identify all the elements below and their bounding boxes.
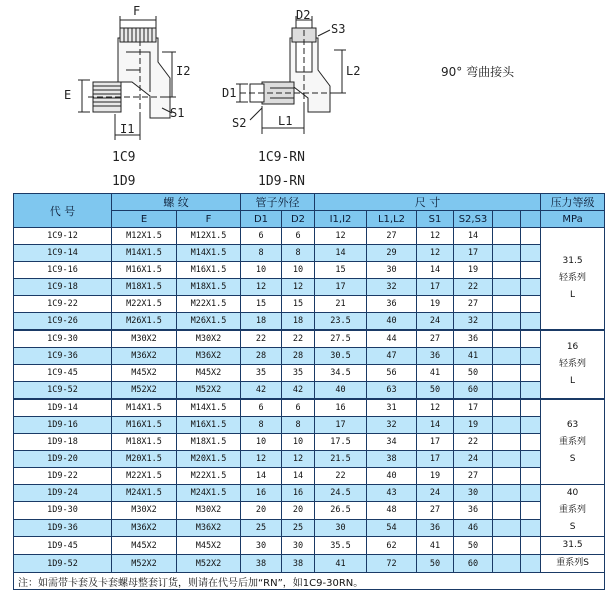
row-cell: 22	[454, 279, 493, 296]
header-D1: D1	[241, 211, 282, 228]
row-cell: M14X1.5	[177, 399, 241, 417]
row-cell: M16X1.5	[177, 417, 241, 434]
table-row	[14, 279, 605, 296]
row-blank-cell	[493, 330, 521, 348]
row-code: 1D9-45	[14, 537, 112, 555]
table-row	[14, 451, 605, 468]
row-cell: 30.5	[315, 348, 367, 365]
table-row	[14, 399, 605, 417]
row-cell: 30	[282, 537, 315, 555]
row-cell: 15	[315, 262, 367, 279]
row-blank-cell	[521, 262, 541, 279]
row-cell: 21.5	[315, 451, 367, 468]
pressure-line: 重系列S	[556, 558, 589, 568]
row-cell: 17	[417, 434, 454, 451]
row-cell: 30	[241, 537, 282, 555]
row-cell: 36	[417, 519, 454, 536]
row-blank-cell	[521, 330, 541, 348]
row-cell: M45X2	[112, 537, 177, 555]
row-code: 1D9-14	[14, 399, 112, 417]
pressure-line: L	[570, 376, 576, 386]
row-code: 1C9-26	[14, 313, 112, 331]
row-cell: M52X2	[177, 555, 241, 573]
row-cell: 34.5	[315, 365, 367, 382]
row-cell: 38	[282, 555, 315, 573]
header-blank-1	[493, 211, 521, 228]
table-row	[14, 417, 605, 434]
row-cell: 27	[417, 330, 454, 348]
pressure-line: 重系列	[559, 436, 587, 447]
code-1C9-RN: 1C9-RN	[258, 150, 305, 165]
row-cell: 22	[315, 468, 367, 485]
row-cell: 40	[367, 468, 417, 485]
pressure-line: 40	[566, 488, 579, 498]
row-cell: 17	[315, 279, 367, 296]
row-cell: M12X1.5	[112, 228, 177, 245]
row-blank-cell	[493, 313, 521, 331]
pressure-cell	[541, 555, 605, 573]
row-code: 1D9-36	[14, 519, 112, 536]
row-cell: 23.5	[315, 313, 367, 331]
row-cell: 25	[241, 519, 282, 536]
pressure-line: L	[570, 290, 576, 300]
row-blank-cell	[521, 555, 541, 573]
fitting-diagram-svg	[0, 0, 611, 192]
row-blank-cell	[493, 417, 521, 434]
row-cell: 32	[454, 313, 493, 331]
row-cell: 36	[454, 330, 493, 348]
table-row	[14, 434, 605, 451]
row-cell: M36X2	[112, 348, 177, 365]
header-S1: S1	[417, 211, 454, 228]
row-blank-cell	[493, 365, 521, 382]
row-code: 1C9-22	[14, 296, 112, 313]
row-cell: 40	[367, 313, 417, 331]
row-blank-cell	[521, 228, 541, 245]
table-row	[14, 365, 605, 382]
row-cell: 12	[282, 451, 315, 468]
row-cell: 10	[282, 262, 315, 279]
pressure-line: 31.5	[562, 256, 583, 266]
pressure-line: 轻系列	[559, 359, 587, 369]
row-cell: M20X1.5	[177, 451, 241, 468]
row-cell: M52X2	[112, 382, 177, 400]
table-row	[14, 468, 605, 485]
row-cell: 22	[454, 434, 493, 451]
row-code: 1C9-36	[14, 348, 112, 365]
row-cell: 34	[367, 434, 417, 451]
row-code: 1C9-45	[14, 365, 112, 382]
row-code: 1C9-12	[14, 228, 112, 245]
row-blank-cell	[521, 468, 541, 485]
row-cell: 47	[367, 348, 417, 365]
row-cell: 6	[282, 228, 315, 245]
row-cell: 16	[282, 485, 315, 502]
row-cell: 35.5	[315, 537, 367, 555]
row-cell: M16X1.5	[177, 262, 241, 279]
row-cell: 27	[367, 228, 417, 245]
row-cell: 24.5	[315, 485, 367, 502]
pressure-cell	[541, 399, 605, 485]
row-cell: 8	[282, 245, 315, 262]
row-code: 1C9-52	[14, 382, 112, 400]
pressure-line: 轻系列	[559, 273, 587, 283]
row-cell: 22	[241, 330, 282, 348]
row-blank-cell	[493, 348, 521, 365]
table-row	[14, 228, 605, 245]
row-cell: 41	[417, 365, 454, 382]
row-blank-cell	[493, 451, 521, 468]
row-cell: 14	[417, 417, 454, 434]
pressure-cell	[541, 485, 605, 537]
row-cell: 28	[241, 348, 282, 365]
row-cell: 25	[282, 519, 315, 536]
row-code: 1D9-22	[14, 468, 112, 485]
row-cell: 19	[454, 262, 493, 279]
row-cell: 6	[241, 399, 282, 417]
row-cell: 30	[454, 485, 493, 502]
row-cell: 17	[417, 279, 454, 296]
row-cell: 17	[454, 399, 493, 417]
row-cell: M30X2	[177, 502, 241, 519]
row-code: 1D9-18	[14, 434, 112, 451]
row-blank-cell	[521, 365, 541, 382]
row-cell: 17.5	[315, 434, 367, 451]
row-blank-cell	[521, 434, 541, 451]
row-cell: 16	[241, 485, 282, 502]
row-blank-cell	[493, 262, 521, 279]
table-row	[14, 502, 605, 519]
row-cell: 18	[282, 313, 315, 331]
row-blank-cell	[493, 279, 521, 296]
row-cell: 18	[241, 313, 282, 331]
row-cell: 50	[454, 537, 493, 555]
row-blank-cell	[521, 296, 541, 313]
pressure-cell	[541, 537, 605, 555]
row-cell: 22	[282, 330, 315, 348]
row-cell: 19	[417, 468, 454, 485]
row-cell: 43	[367, 485, 417, 502]
row-cell: 27	[454, 296, 493, 313]
table-row	[14, 537, 605, 555]
row-cell: 8	[241, 245, 282, 262]
table-row	[14, 555, 605, 573]
order-note: 注：如需带卡套及卡套螺母整套订货，则请在代号后加“RN”，如1C9-30RN。	[14, 573, 605, 590]
label-L2: L2	[346, 64, 361, 78]
row-cell: M30X2	[112, 330, 177, 348]
row-blank-cell	[521, 382, 541, 400]
row-cell: 14	[454, 228, 493, 245]
row-cell: 21	[315, 296, 367, 313]
row-blank-cell	[493, 537, 521, 555]
row-blank-cell	[493, 434, 521, 451]
label-E: E	[64, 88, 72, 102]
pressure-cell	[541, 330, 605, 399]
row-blank-cell	[521, 502, 541, 519]
row-cell: 17	[454, 245, 493, 262]
row-cell: 54	[367, 519, 417, 536]
row-cell: 35	[241, 365, 282, 382]
row-cell: 14	[282, 468, 315, 485]
row-cell: 46	[454, 519, 493, 536]
row-cell: 29	[367, 245, 417, 262]
pressure-line: 63	[566, 419, 579, 430]
row-cell: 15	[282, 296, 315, 313]
row-cell: 38	[241, 555, 282, 573]
row-cell: 12	[241, 451, 282, 468]
row-cell: 6	[282, 399, 315, 417]
table-row	[14, 313, 605, 331]
row-cell: 42	[241, 382, 282, 400]
row-cell: 44	[367, 330, 417, 348]
row-code: 1C9-16	[14, 262, 112, 279]
row-cell: 32	[367, 279, 417, 296]
row-code: 1D9-20	[14, 451, 112, 468]
row-blank-cell	[493, 555, 521, 573]
pressure-line: 16	[566, 342, 579, 352]
row-cell: M20X1.5	[112, 451, 177, 468]
row-cell: 6	[241, 228, 282, 245]
header-D2: D2	[282, 211, 315, 228]
table-row	[14, 245, 605, 262]
row-cell: 24	[454, 451, 493, 468]
table-row	[14, 519, 605, 536]
row-cell: M52X2	[177, 382, 241, 400]
row-cell: M52X2	[112, 555, 177, 573]
row-cell: M30X2	[177, 330, 241, 348]
row-blank-cell	[493, 468, 521, 485]
row-blank-cell	[493, 502, 521, 519]
table-row	[14, 296, 605, 313]
row-blank-cell	[521, 313, 541, 331]
row-cell: 50	[417, 555, 454, 573]
row-blank-cell	[493, 399, 521, 417]
row-cell: 20	[241, 502, 282, 519]
row-blank-cell	[493, 519, 521, 536]
header-row-1	[14, 194, 605, 211]
row-blank-cell	[493, 245, 521, 262]
row-cell: 50	[417, 382, 454, 400]
row-cell: 14	[417, 262, 454, 279]
row-cell: 41	[454, 348, 493, 365]
header-E: E	[112, 211, 177, 228]
row-cell: 12	[417, 228, 454, 245]
row-cell: 48	[367, 502, 417, 519]
row-cell: 36	[454, 502, 493, 519]
row-cell: 27.5	[315, 330, 367, 348]
row-cell: 10	[241, 434, 282, 451]
table-row	[14, 262, 605, 279]
spec-table	[13, 193, 605, 590]
row-code: 1C9-18	[14, 279, 112, 296]
row-cell: 32	[367, 417, 417, 434]
row-cell: 17	[417, 451, 454, 468]
row-cell: 72	[367, 555, 417, 573]
row-cell: 62	[367, 537, 417, 555]
row-cell: M16X1.5	[112, 417, 177, 434]
row-cell: 42	[282, 382, 315, 400]
drawing-title: 90° 弯曲接头	[441, 65, 515, 79]
row-blank-cell	[521, 451, 541, 468]
row-cell: 41	[417, 537, 454, 555]
row-cell: 17	[315, 417, 367, 434]
code-1D9: 1D9	[112, 174, 136, 189]
pressure-cell	[541, 228, 605, 331]
header-mpa: MPa	[541, 211, 605, 228]
row-blank-cell	[521, 417, 541, 434]
row-blank-cell	[521, 348, 541, 365]
row-blank-cell	[521, 537, 541, 555]
row-code: 1D9-52	[14, 555, 112, 573]
label-D1: D1	[222, 86, 237, 100]
row-cell: 56	[367, 365, 417, 382]
row-cell: 36	[367, 296, 417, 313]
row-cell: 12	[282, 279, 315, 296]
label-D2: D2	[296, 8, 311, 22]
header-size: 尺 寸	[315, 194, 541, 211]
header-thread: 螺 纹	[112, 194, 241, 211]
row-cell: 12	[417, 399, 454, 417]
row-cell: 24	[417, 485, 454, 502]
row-cell: 41	[315, 555, 367, 573]
row-code: 1D9-24	[14, 485, 112, 502]
label-S1: S1	[170, 106, 185, 120]
row-cell: 8	[282, 417, 315, 434]
header-I1I2: I1,I2	[315, 211, 367, 228]
row-cell: 30	[367, 262, 417, 279]
note-row	[14, 573, 605, 590]
row-cell: 12	[315, 228, 367, 245]
row-cell: M36X2	[112, 519, 177, 536]
row-cell: 27	[454, 468, 493, 485]
row-cell: 15	[241, 296, 282, 313]
row-cell: M14X1.5	[177, 245, 241, 262]
code-1C9: 1C9	[112, 150, 136, 165]
row-blank-cell	[521, 245, 541, 262]
row-cell: M18X1.5	[177, 279, 241, 296]
header-L1L2: L1,L2	[367, 211, 417, 228]
row-cell: 60	[454, 382, 493, 400]
row-cell: 8	[241, 417, 282, 434]
row-cell: 16	[315, 399, 367, 417]
header-S2S3: S2,S3	[454, 211, 493, 228]
row-blank-cell	[493, 382, 521, 400]
row-cell: 38	[367, 451, 417, 468]
code-1D9-RN: 1D9-RN	[258, 174, 305, 189]
row-cell: 36	[417, 348, 454, 365]
header-code: 代 号	[14, 194, 112, 228]
row-cell: 35	[282, 365, 315, 382]
row-blank-cell	[493, 485, 521, 502]
header-pressure: 压力等级	[541, 194, 605, 211]
row-cell: M14X1.5	[112, 245, 177, 262]
row-cell: M22X1.5	[177, 468, 241, 485]
row-cell: 19	[417, 296, 454, 313]
row-code: 1C9-14	[14, 245, 112, 262]
row-cell: 60	[454, 555, 493, 573]
row-cell: M36X2	[177, 348, 241, 365]
label-I1: I1	[120, 122, 135, 136]
label-F: F	[133, 4, 141, 18]
row-cell: 12	[241, 279, 282, 296]
row-cell: M45X2	[177, 537, 241, 555]
pressure-line: 31.5	[562, 540, 583, 550]
label-I2: I2	[176, 64, 191, 78]
header-F: F	[177, 211, 241, 228]
table-row	[14, 485, 605, 502]
row-cell: 10	[241, 262, 282, 279]
table-row	[14, 382, 605, 400]
row-cell: M24X1.5	[177, 485, 241, 502]
row-cell: 30	[315, 519, 367, 536]
row-cell: 14	[241, 468, 282, 485]
row-cell: M30X2	[112, 502, 177, 519]
label-S3: S3	[331, 22, 346, 36]
row-cell: M14X1.5	[112, 399, 177, 417]
row-cell: 40	[315, 382, 367, 400]
row-cell: M45X2	[112, 365, 177, 382]
row-cell: 10	[282, 434, 315, 451]
row-cell: 24	[417, 313, 454, 331]
row-cell: M18X1.5	[112, 279, 177, 296]
row-cell: M26X1.5	[112, 313, 177, 331]
row-cell: M45X2	[177, 365, 241, 382]
row-blank-cell	[521, 279, 541, 296]
row-cell: 19	[454, 417, 493, 434]
row-code: 1D9-16	[14, 417, 112, 434]
row-cell: M36X2	[177, 519, 241, 536]
header-blank-2	[521, 211, 541, 228]
row-cell: 26.5	[315, 502, 367, 519]
label-L1: L1	[278, 114, 293, 128]
row-blank-cell	[493, 228, 521, 245]
row-cell: M16X1.5	[112, 262, 177, 279]
pressure-line: S	[569, 522, 576, 532]
row-blank-cell	[521, 519, 541, 536]
row-code: 1D9-30	[14, 502, 112, 519]
fitting-drawing	[0, 0, 611, 192]
row-cell: M24X1.5	[112, 485, 177, 502]
table-row	[14, 348, 605, 365]
row-cell: 31	[367, 399, 417, 417]
label-S2: S2	[232, 116, 247, 130]
row-cell: 63	[367, 382, 417, 400]
table-row	[14, 330, 605, 348]
pressure-line: 重系列	[559, 505, 587, 515]
pressure-line: S	[569, 453, 576, 464]
row-cell: M18X1.5	[112, 434, 177, 451]
row-cell: 27	[417, 502, 454, 519]
row-blank-cell	[521, 399, 541, 417]
row-cell: M22X1.5	[112, 468, 177, 485]
row-cell: M22X1.5	[112, 296, 177, 313]
row-cell: 14	[315, 245, 367, 262]
row-cell: 28	[282, 348, 315, 365]
row-cell: 50	[454, 365, 493, 382]
row-cell: 20	[282, 502, 315, 519]
row-cell: M26X1.5	[177, 313, 241, 331]
row-cell: 12	[417, 245, 454, 262]
row-code: 1C9-30	[14, 330, 112, 348]
row-cell: M22X1.5	[177, 296, 241, 313]
row-blank-cell	[493, 296, 521, 313]
row-blank-cell	[521, 485, 541, 502]
spec-rows	[14, 228, 605, 573]
header-pipe-od: 管子外径	[241, 194, 315, 211]
row-cell: M12X1.5	[177, 228, 241, 245]
row-cell: M18X1.5	[177, 434, 241, 451]
